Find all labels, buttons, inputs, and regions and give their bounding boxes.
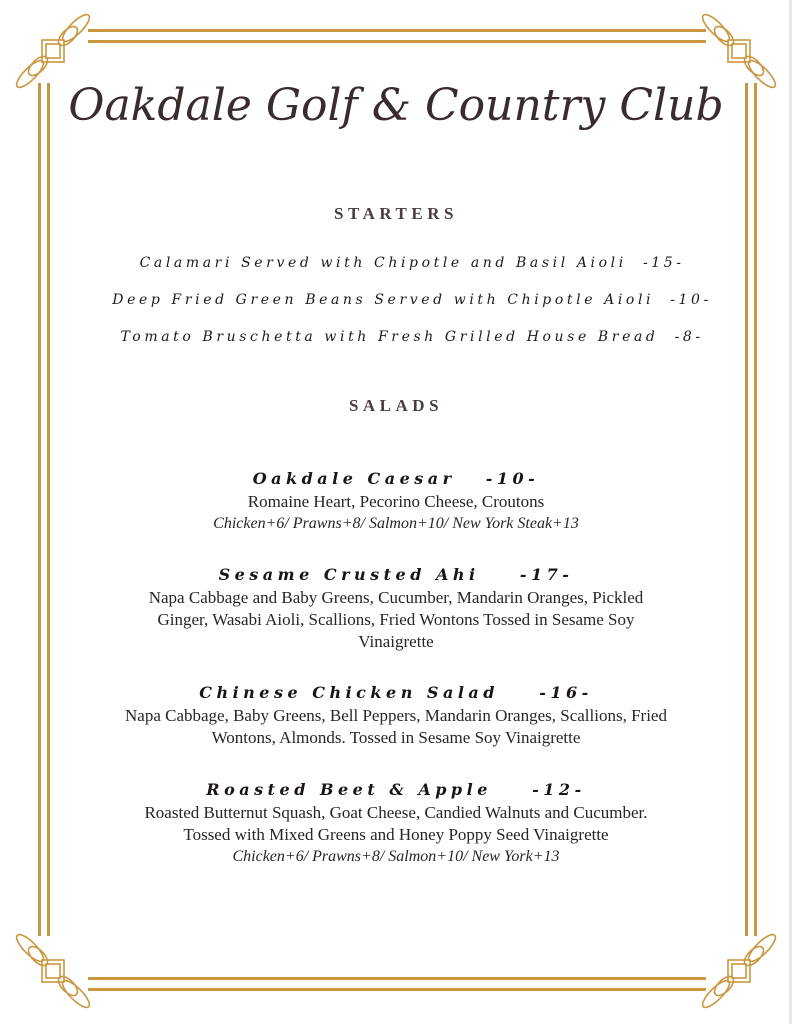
starter-item [0, 313, 792, 361]
salad-name-line [0, 563, 792, 587]
club-title: Oakdale Golf & Country Club [68, 80, 724, 131]
salad-description-line: Wontons, Almonds. Tossed in Sesame Soy Vinaigrette [211, 728, 581, 747]
salad-item-roasted-beet-apple [0, 778, 792, 868]
salad-name: Oakdale Caesar [252, 469, 456, 488]
salad-description-line: Ginger, Wasabi Aioli, Scallions, Fried Wontons Tossed in Sesame Soy [157, 610, 635, 629]
salad-addons: Chicken+6/ Prawns+8/ Salmon+10/ New York+13 [232, 848, 560, 865]
border-bottom-inner [88, 977, 706, 980]
salads-heading: SALADS [348, 396, 444, 415]
salad-addons: Chicken+6/ Prawns+8/ Salmon+10/ New York Steak+13 [213, 515, 579, 532]
salad-name: Roasted Beet & Apple [206, 780, 492, 799]
salad-description: Romaine Heart, Pecorino Cheese, Croutons [247, 492, 545, 511]
border-top-outer [88, 29, 706, 32]
salad-name-line [0, 467, 792, 491]
salad-name-line [0, 681, 792, 705]
corner-ornament-bottom-left-icon [12, 932, 92, 1012]
starter-item-text: Deep Fried Green Beans Served with Chipotle Aioli [112, 292, 655, 308]
salad-description-line: Napa Cabbage, Baby Greens, Bell Peppers, Mandarin Oranges, Scallions, Fried [125, 706, 667, 725]
salad-price: -17- [519, 565, 574, 584]
starters-heading: STARTERS [334, 204, 458, 223]
salad-description-line: Roasted Butternut Squash, Goat Cheese, Candied Walnuts and Cucumber. [144, 803, 648, 822]
salad-price: -12- [532, 780, 586, 799]
starter-item-price: -8- [674, 329, 704, 345]
salad-item-oakdale-caesar [0, 467, 792, 535]
corner-ornament-bottom-right-icon [700, 932, 780, 1012]
salad-price: -16- [539, 683, 593, 702]
salad-item-chinese-chicken-salad [0, 681, 792, 749]
border-top-inner [88, 40, 706, 43]
salad-description-line: Tossed with Mixed Greens and Honey Poppy Seed Vinaigrette [183, 825, 609, 844]
salad-name: Sesame Crusted Ahi [218, 565, 480, 584]
border-bottom-outer [88, 988, 706, 991]
starter-item-price: -15- [642, 255, 685, 271]
starter-item-price: -10- [670, 292, 712, 308]
starter-item-text: Calamari Served with Chipotle and Basil Aioli [139, 255, 627, 271]
salad-name: Chinese Chicken Salad [199, 683, 499, 702]
salad-description-line: Napa Cabbage and Baby Greens, Cucumber, Mandarin Oranges, Pickled [148, 588, 644, 607]
salad-price: -10- [485, 469, 540, 488]
starter-item-text: Tomato Bruschetta with Fresh Grilled House Bread [120, 329, 659, 345]
salad-item-sesame-crusted-ahi [0, 563, 792, 653]
salad-description-line: Vinaigrette [358, 632, 434, 651]
salad-name-line [0, 778, 792, 802]
